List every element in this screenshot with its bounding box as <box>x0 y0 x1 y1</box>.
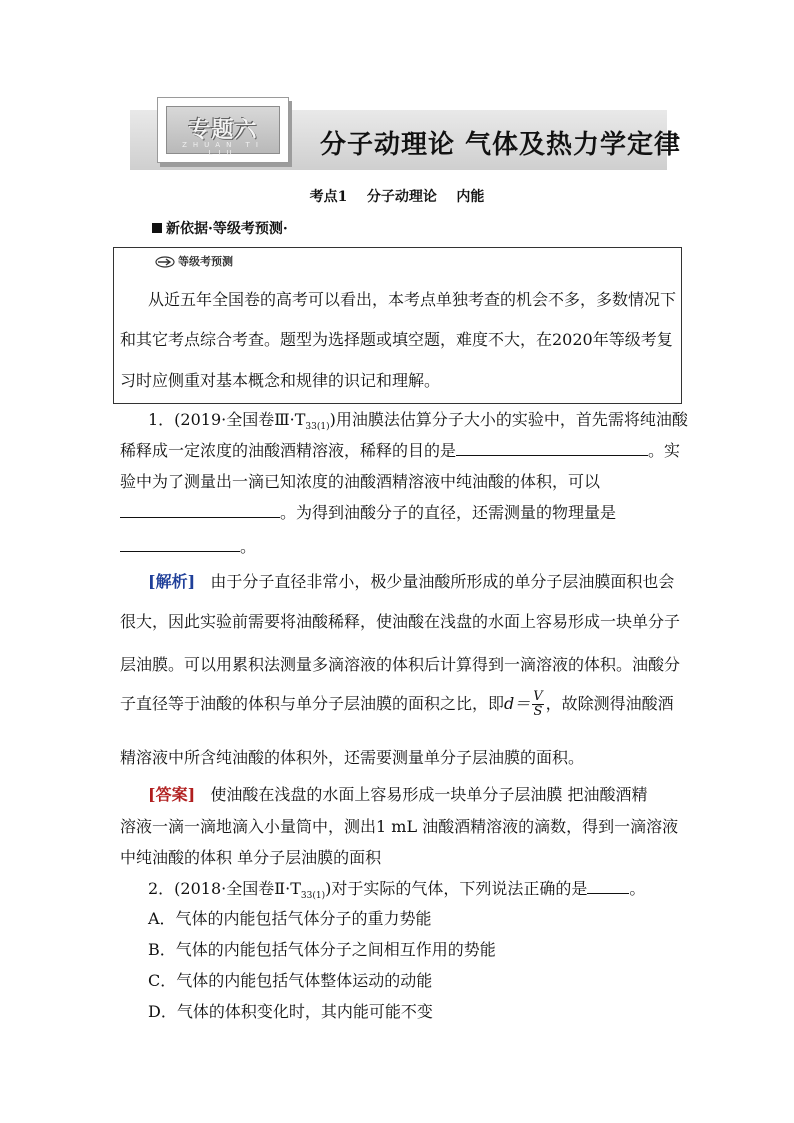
answer-line-3: 中纯油酸的体积 单分子层油膜的面积 <box>120 848 382 867</box>
analysis-line-3: 层油膜。可以用累积法测量多滴溶液的体积后计算得到一滴溶液的体积。油酸分 <box>120 655 681 674</box>
analysis-line-4-text: 子直径等于油酸的体积与单分子层油膜的面积之比，即 <box>120 694 505 713</box>
q1-line-3: 验中为了测量出一滴已知浓度的油酸酒精溶液中纯油酸的体积，可以 <box>120 472 601 491</box>
q1-source-sub: 33(1) <box>305 422 330 433</box>
prediction-box-label <box>155 253 233 269</box>
option-b[interactable]: B．气体的内能包括气体分子之间相互作用的势能 <box>148 940 496 959</box>
chapter-badge-plate <box>166 106 280 157</box>
answer-tag: [答案] <box>148 785 196 804</box>
analysis-line-2: 很大，因此实验前需要将油酸稀释，使油酸在浅盘的水面上容易形成一块单分子 <box>120 612 681 631</box>
q1-source: 1．(2019·全国卷Ⅲ·T <box>148 410 306 429</box>
chapter-badge <box>157 97 289 163</box>
formula-lhs: d＝ <box>504 694 531 713</box>
q1-line-2 <box>120 438 680 461</box>
option-c[interactable]: C．气体的内能包括气体整体运动的动能 <box>148 971 433 990</box>
box-line-1: 从近五年全国卷的高考可以看出，本考点单独考查的机会不多，多数情况下 <box>148 290 677 309</box>
q2-source: 2．(2018·全国卷Ⅱ·T <box>148 879 301 898</box>
q2-source-sub: 33(1) <box>300 891 326 902</box>
q1-line-1 <box>148 407 688 432</box>
q1-line-4-text: 。为得到油酸分子的直径，还需测量的物理量是 <box>280 503 617 522</box>
box-line-2: 和其它考点综合考查。题型为选择题或填空题，难度不大，在2020年等级考复 <box>120 330 673 349</box>
option-a[interactable]: A．气体的内能包括气体分子的重力势能 <box>148 909 432 928</box>
answer-line-1-text: 使油酸在浅盘的水面上容易形成一块单分子层油膜 把油酸酒精 <box>210 785 648 804</box>
analysis-line-5: 精溶液中所含纯油酸的体积外，还需要测量单分子层油膜的面积。 <box>120 748 585 767</box>
q2-stem-text: )对于实际的气体，下列说法正确的是 <box>325 879 588 898</box>
answer-blank-1[interactable] <box>456 441 648 456</box>
chapter-title: 分子动理论 气体及热力学定律 <box>320 130 682 160</box>
analysis-tag: [解析] <box>148 572 196 591</box>
answer-blank-4[interactable] <box>587 879 629 894</box>
analysis-line-4-end: ，故除测得油酸酒 <box>545 694 674 713</box>
section-title: 考点1 分子动理论 内能 <box>309 189 485 205</box>
option-d[interactable]: D．气体的体积变化时，其内能可能不变 <box>148 1002 433 1021</box>
square-bullet-icon <box>152 223 162 233</box>
chapter-badge-title: 专题六 <box>188 118 258 143</box>
box-line-3: 习时应侧重对基本概念和规律的识记和理解。 <box>120 371 441 390</box>
q1-line-2-end: 。实 <box>648 441 681 460</box>
formula-denominator: S <box>533 704 543 719</box>
chapter-badge-pinyin: ZHUAN TI LIU <box>182 141 264 157</box>
analysis-line-1-text: 由于分子直径非常小，极少量油酸所形成的单分子层油膜面积也会 <box>210 572 675 591</box>
q1-line-2-text: 稀释成一定浓度的油酸酒精溶液，稀释的目的是 <box>120 441 457 460</box>
q2-stem <box>148 876 645 901</box>
formula-numerator: V <box>533 689 543 704</box>
subhead <box>152 218 288 238</box>
q1-line-1-text: )用油膜法估算分子大小的实验中，首先需将纯油酸 <box>329 410 688 429</box>
formula-fraction <box>532 690 543 719</box>
q1-line-5 <box>120 534 256 557</box>
prediction-box-label-text: 等级考预测 <box>178 255 233 268</box>
answer-line-1 <box>148 782 648 805</box>
q1-line-5-end: 。 <box>240 537 257 556</box>
subhead-text: 新依据·等级考预测· <box>166 221 288 237</box>
q1-line-4 <box>120 500 616 523</box>
analysis-line-1 <box>148 569 674 592</box>
answer-blank-2[interactable] <box>120 503 280 518</box>
answer-line-2: 溶液一滴一滴地滴入小量筒中，测出1 mL 油酸酒精溶液的滴数，得到一滴溶液 <box>120 817 679 836</box>
answer-blank-3[interactable] <box>120 537 240 552</box>
arrow-logo-icon <box>155 256 175 268</box>
q2-stem-end: 。 <box>629 879 646 898</box>
analysis-line-4 <box>120 690 674 719</box>
